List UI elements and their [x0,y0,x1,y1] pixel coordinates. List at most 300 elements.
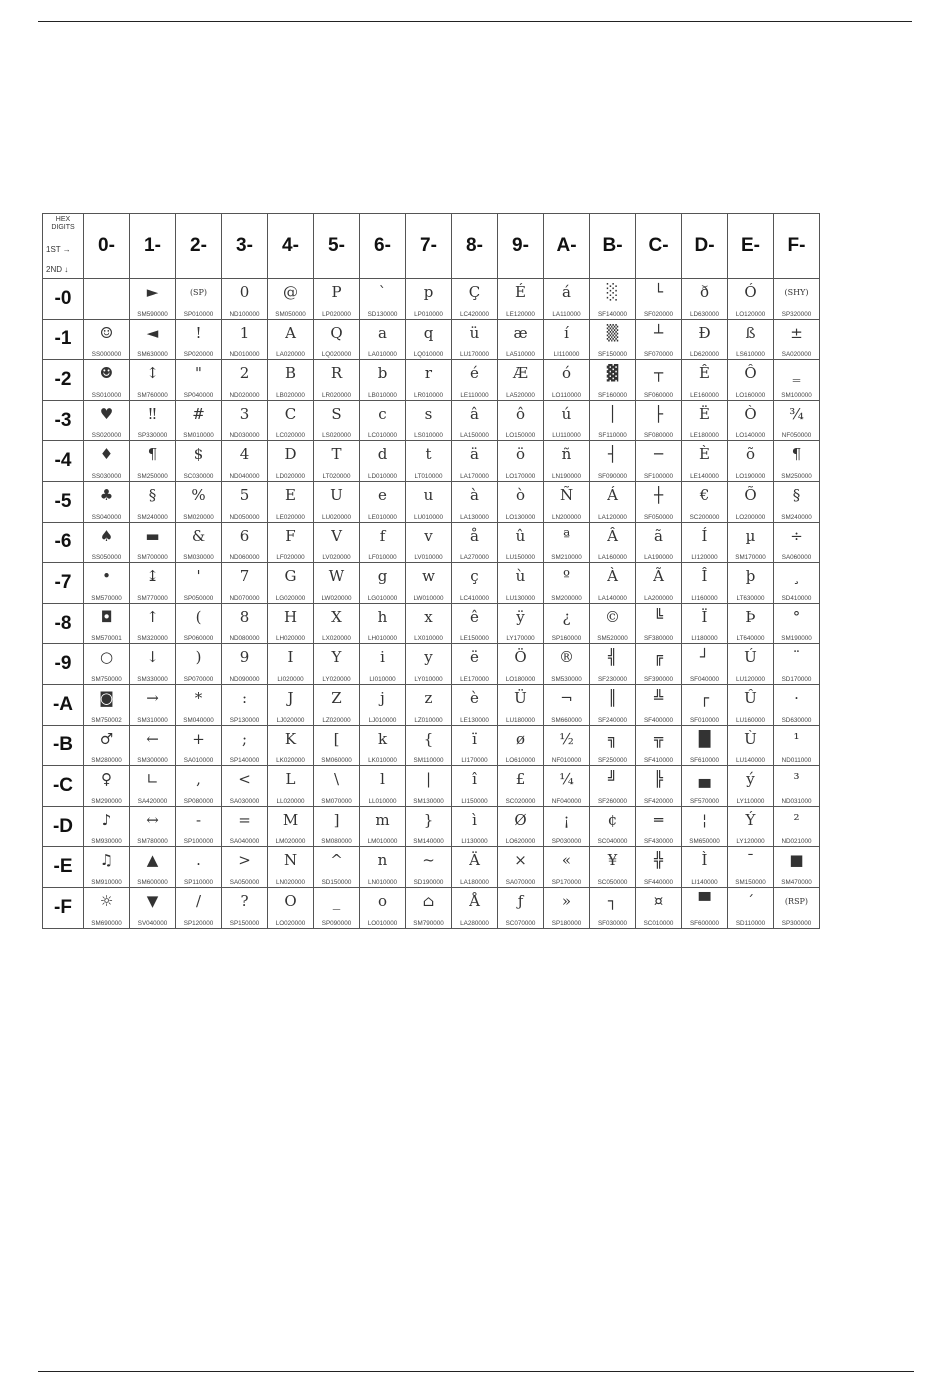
character-cell [406,887,452,928]
character-cell [84,481,130,522]
character-cell [268,481,314,522]
character-glyph: ³ [793,770,800,789]
character-id: LJ010000 [368,716,397,724]
character-cell [774,441,820,482]
character-glyph: Y [331,648,342,667]
character-glyph: ◘ [100,607,113,626]
character-glyph: Ç [468,283,481,301]
character-cell [682,684,728,725]
character-glyph: p [423,283,434,301]
character-id: SF610000 [689,757,720,765]
character-id: SM770000 [137,594,168,602]
character-id: SF100000 [643,472,674,480]
character-glyph: ø [515,729,526,748]
character-cell [406,279,452,320]
character-id: LA010000 [368,351,397,359]
table-row [43,887,820,928]
character-cell [314,360,360,401]
character-cell [268,400,314,441]
table-row [43,766,820,807]
character-id: LO010000 [367,919,398,927]
character-glyph: W [328,567,345,586]
character-id: LL010000 [368,797,397,805]
character-glyph: ò [515,485,526,504]
character-cell [728,847,774,888]
character-glyph: z [424,688,433,707]
character-id: LE140000 [690,472,719,480]
character-cell [360,887,406,928]
character-glyph: 7 [239,567,250,586]
character-glyph: ╠ [653,770,664,789]
character-cell [498,563,544,604]
character-id: LG010000 [367,594,398,602]
character-glyph: ä [470,445,479,464]
character-id: SC050000 [597,878,628,886]
character-cell [774,603,820,644]
column-header: C- [636,214,682,279]
character-glyph: ü [469,323,480,342]
character-cell [682,847,728,888]
character-id: SS010000 [91,391,122,399]
character-glyph: x [424,607,433,626]
character-glyph: [ [333,729,340,748]
column-header: 5- [314,214,360,279]
character-glyph: ☺ [99,323,114,342]
character-id: LZ010000 [414,716,443,724]
character-id: SF420000 [643,797,674,805]
character-id: ND100000 [229,310,260,318]
character-cell [544,644,590,685]
character-glyph: Õ [744,485,757,504]
row-header: -6 [43,522,84,563]
character-cell [222,563,268,604]
character-id: SF040000 [689,675,720,683]
character-id: SD150000 [321,878,352,886]
character-cell [590,725,636,766]
character-cell [452,684,498,725]
table-row [43,603,820,644]
character-id: LE110000 [460,391,489,399]
character-cell [360,847,406,888]
character-id: LM020000 [275,838,306,846]
character-id: SD130000 [367,310,398,318]
character-cell [544,806,590,847]
character-cell [682,887,728,928]
character-id: LU150000 [505,554,536,562]
character-cell [590,684,636,725]
table-row [43,806,820,847]
character-glyph: Ù [744,729,757,748]
character-cell [682,563,728,604]
character-glyph: Ô [744,364,757,383]
character-id: SP120000 [183,919,214,927]
character-id: SM130000 [413,797,444,805]
character-glyph: > [238,851,251,870]
character-cell [728,563,774,604]
character-cell [130,684,176,725]
character-id: SM570000 [91,594,122,602]
character-id: LU180000 [505,716,536,724]
character-glyph: Þ [745,607,756,626]
character-id: SM930000 [91,838,122,846]
character-glyph: Ü [514,688,527,707]
character-id: LC410000 [459,594,490,602]
character-id: SM630000 [137,351,168,359]
character-id: SP010000 [183,310,214,318]
character-cell [222,684,268,725]
character-cell [728,481,774,522]
character-id: SF570000 [689,797,720,805]
character-cell [222,847,268,888]
character-id: LU010000 [413,513,444,521]
character-id: LY110000 [736,797,765,805]
character-id: LD020000 [275,472,306,480]
character-cell [406,563,452,604]
character-glyph: ¶ [147,445,158,464]
bottom-rule [38,1371,914,1372]
character-cell [452,725,498,766]
character-glyph: ? [240,891,249,910]
code-page-table [42,213,820,929]
character-cell [590,319,636,360]
character-cell [222,481,268,522]
character-glyph: * [194,688,203,707]
character-cell [406,481,452,522]
character-id: SF410000 [643,757,674,765]
character-id: SC200000 [689,513,720,521]
character-id: LG020000 [275,594,306,602]
character-glyph: § [148,485,157,504]
character-id: LN020000 [275,878,306,886]
character-cell [452,279,498,320]
character-glyph: Ã [653,567,664,586]
character-cell [360,400,406,441]
character-id: SF070000 [643,351,674,359]
character-id: LI110000 [553,351,580,359]
character-cell [222,279,268,320]
character-cell [176,400,222,441]
character-id: LU020000 [321,513,352,521]
character-glyph: ╦ [653,729,664,748]
character-glyph [84,279,129,306]
character-cell [360,684,406,725]
character-glyph: + [192,729,205,748]
corner-digits-label: DIGITS [51,224,75,231]
character-glyph: 2 [239,364,250,383]
character-cell [222,806,268,847]
character-cell [682,806,728,847]
character-id: LV020000 [322,554,351,562]
character-glyph: ë [470,648,479,667]
character-glyph: a [378,323,387,342]
character-cell [314,279,360,320]
character-glyph: O [284,891,297,910]
character-cell [314,684,360,725]
character-id: LI170000 [461,757,488,765]
row-header: -A [43,684,84,725]
character-id: LI150000 [461,797,488,805]
character-glyph: █ [698,729,711,748]
character-id: LO180000 [505,675,536,683]
character-glyph: ú [561,404,572,423]
character-cell [360,441,406,482]
character-id: LN200000 [551,513,582,521]
character-glyph: E [285,485,296,504]
character-id: LR010000 [413,391,444,399]
character-glyph: ┘ [699,648,710,667]
character-cell [544,441,590,482]
character-cell [314,522,360,563]
column-header: 6- [360,214,406,279]
character-cell [636,441,682,482]
character-cell [590,887,636,928]
character-glyph: ┼ [653,485,664,504]
character-cell [498,644,544,685]
character-glyph: ç [470,567,479,586]
character-cell [222,603,268,644]
character-cell [176,887,222,928]
character-id: LC010000 [367,432,398,440]
character-id: LA020000 [276,351,305,359]
character-glyph: ♣ [99,485,114,504]
character-glyph: , [196,770,201,789]
character-id: SS020000 [91,432,122,440]
character-id: LO020000 [275,919,306,927]
character-glyph: ® [559,648,574,667]
character-glyph: C [284,404,297,423]
character-id: LX010000 [414,635,443,643]
character-glyph: à [470,485,479,504]
character-id: SM280000 [91,757,122,765]
character-cell [84,806,130,847]
character-cell [452,603,498,644]
character-cell [176,644,222,685]
character-glyph: À [607,567,618,586]
character-cell [544,725,590,766]
character-cell [636,360,682,401]
character-id: SM150000 [735,878,766,886]
character-glyph: Ê [699,364,710,383]
character-cell [130,644,176,685]
character-glyph: µ [745,526,756,545]
character-cell [360,725,406,766]
character-glyph: ∟ [146,770,159,789]
character-cell [544,766,590,807]
character-id: SF260000 [597,797,628,805]
character-id: SF430000 [643,838,674,846]
character-id: SP300000 [781,919,812,927]
character-glyph: ð [699,283,710,301]
character-cell [544,360,590,401]
character-cell [176,806,222,847]
character-cell [406,522,452,563]
character-id: NF040000 [551,797,582,805]
character-id: SM700000 [137,554,168,562]
table-row [43,522,820,563]
character-id: SD170000 [781,675,812,683]
row-header: -0 [43,279,84,320]
character-glyph: ♀ [101,770,112,789]
character-glyph: ² [793,810,800,829]
table-row [43,644,820,685]
character-glyph: û [515,526,526,545]
character-cell [636,806,682,847]
character-cell [636,847,682,888]
character-glyph: ╩ [653,688,664,707]
character-id: LD010000 [367,472,398,480]
character-id: SP100000 [183,838,214,846]
character-id: SF380000 [643,635,674,643]
character-id: SA020000 [781,351,812,359]
character-id: SM470000 [781,878,812,886]
character-glyph: ¸ [792,567,801,586]
character-cell [406,766,452,807]
character-glyph: ( [195,607,202,626]
character-cell [268,441,314,482]
character-id: LY170000 [506,635,535,643]
character-cell [636,563,682,604]
character-cell [84,360,130,401]
character-id: SF090000 [597,472,628,480]
character-glyph: V [331,526,342,545]
character-cell [268,684,314,725]
table-row [43,847,820,888]
character-id: LT630000 [736,594,765,602]
character-glyph: 1 [239,323,250,342]
character-glyph: ÷ [790,526,803,545]
character-id: LW010000 [413,594,444,602]
character-id: SF390000 [643,675,674,683]
character-id: SF230000 [597,675,628,683]
character-id: LA520000 [506,391,535,399]
character-glyph: J [287,688,294,707]
character-id: LR020000 [321,391,352,399]
row-header: -B [43,725,84,766]
character-cell [84,725,130,766]
character-glyph: % [191,485,206,504]
character-id: SP050000 [183,594,214,602]
column-header: 4- [268,214,314,279]
character-cell [360,360,406,401]
character-cell [544,684,590,725]
character-cell [728,806,774,847]
character-cell [406,684,452,725]
character-id: SC070000 [505,919,536,927]
character-id: LV010000 [414,554,443,562]
character-cell [590,644,636,685]
character-glyph: ◙ [99,688,114,707]
character-id: SM530000 [551,675,582,683]
character-glyph: = [238,810,251,829]
character-id: LI130000 [461,838,488,846]
character-cell [774,279,820,320]
character-glyph: H [283,607,298,626]
column-header: 9- [498,214,544,279]
character-id: SP130000 [229,716,260,724]
character-id: LU120000 [735,675,766,683]
character-id: ND020000 [229,391,260,399]
character-glyph: K [284,729,297,748]
character-id: SM030000 [183,554,214,562]
character-cell [84,522,130,563]
character-cell [130,522,176,563]
corner-hex-digits-label [43,216,83,232]
character-cell [590,847,636,888]
character-glyph: j [380,688,385,707]
character-glyph: q [423,323,434,342]
character-id: LE170000 [460,675,489,683]
character-glyph: 4 [239,445,250,464]
character-cell [222,766,268,807]
character-glyph: 6 [239,526,250,545]
character-cell [268,279,314,320]
row-header: -8 [43,603,84,644]
character-id: SM070000 [321,797,352,805]
character-glyph: │ [607,404,618,423]
character-id: SM190000 [781,635,812,643]
character-glyph: 8 [239,607,250,626]
character-glyph: → [146,688,159,707]
character-id: LZ020000 [322,716,351,724]
character-id: NF050000 [781,432,812,440]
character-cell [498,725,544,766]
character-cell [728,279,774,320]
row-header: -D [43,806,84,847]
character-glyph: ¶ [791,445,802,464]
character-id: SA070000 [505,878,536,886]
character-cell [728,522,774,563]
character-id: SM060000 [321,757,352,765]
character-cell [314,319,360,360]
character-glyph: Å [469,891,480,910]
character-id: SM650000 [689,838,720,846]
code-page-body [43,279,820,929]
character-glyph: ╗ [607,729,618,748]
character-id: SM080000 [321,838,352,846]
character-id: SC030000 [183,472,214,480]
table-row [43,400,820,441]
character-glyph: # [192,404,205,423]
character-id: LI010000 [369,675,396,683]
character-cell [774,319,820,360]
character-cell [84,441,130,482]
character-cell [314,644,360,685]
character-id: LE180000 [690,432,719,440]
character-id: LO620000 [505,838,536,846]
character-cell [774,725,820,766]
character-cell [636,603,682,644]
character-glyph: ▄ [698,770,711,789]
character-id: SM100000 [781,391,812,399]
character-glyph: é [470,364,479,383]
character-cell [774,887,820,928]
character-cell [636,400,682,441]
character-glyph: ± [790,323,803,342]
character-glyph: í [564,323,569,342]
character-glyph: X [331,607,342,626]
corner-legend [43,214,84,279]
character-glyph: ¢ [607,810,618,829]
character-glyph: k [377,729,388,748]
character-cell [360,603,406,644]
character-glyph: ♫ [99,851,114,870]
character-glyph: ↕ [146,364,159,383]
character-id: LK020000 [276,757,305,765]
character-glyph: y [424,648,433,667]
character-cell [682,400,728,441]
character-cell [176,603,222,644]
character-cell [682,441,728,482]
